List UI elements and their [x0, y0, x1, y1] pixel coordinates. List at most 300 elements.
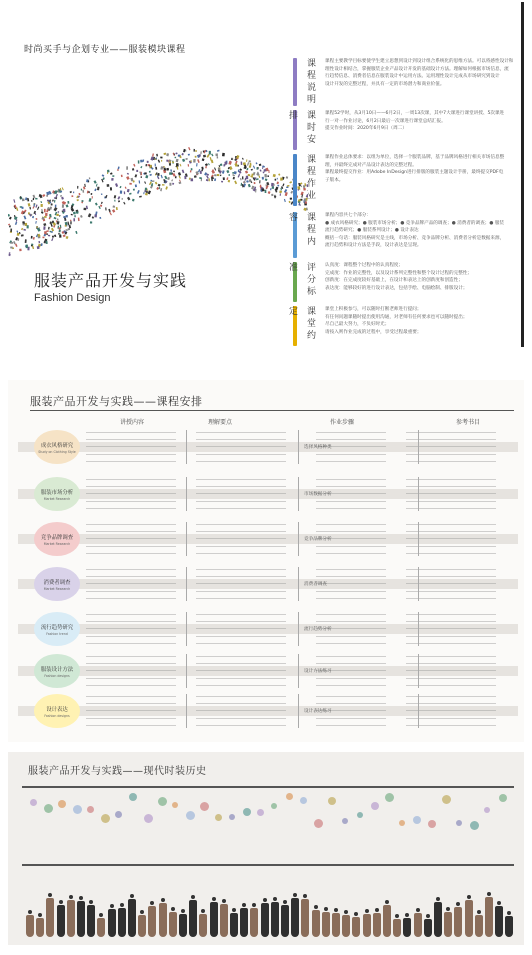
- fashion-figure: [67, 895, 75, 937]
- timeline-lower: [22, 864, 514, 866]
- figure-head: [436, 897, 440, 901]
- confetti-mark: [145, 188, 147, 191]
- figure-head: [334, 908, 338, 912]
- section-color-bar: [293, 154, 297, 206]
- course-header: 时尚买手与企划专业——服装模块课程: [24, 45, 186, 55]
- detail-line: [86, 678, 176, 679]
- schedule-row: [18, 565, 518, 605]
- confetti-mark: [152, 153, 154, 156]
- course-sections: [287, 58, 524, 347]
- confetti-mark: [143, 192, 144, 194]
- section-course-description: [290, 58, 524, 106]
- confetti-mark: [202, 158, 205, 161]
- confetti-mark: [43, 223, 46, 226]
- detail-line: [406, 628, 496, 629]
- confetti-mark: [164, 176, 167, 180]
- confetti-mark: [188, 147, 190, 150]
- designer-portrait: [484, 807, 490, 813]
- detail-line: [316, 508, 386, 509]
- confetti-mark: [67, 201, 69, 204]
- figure-dress: [169, 912, 177, 937]
- detail-line: [196, 636, 286, 637]
- confetti-mark: [245, 170, 248, 173]
- fashion-figure: [138, 910, 146, 937]
- detail-line: [316, 718, 386, 719]
- confetti-mark: [62, 187, 64, 190]
- confetti-mark: [52, 236, 54, 238]
- confetti-mark: [114, 200, 115, 202]
- assignment-step: 市场数据分析: [304, 492, 332, 497]
- designer-portrait: [271, 803, 277, 809]
- confetti-mark: [16, 230, 18, 232]
- section-schedule: [287, 110, 524, 150]
- section-line: 理，并最终完成对产品设计表达的完整过程。: [325, 162, 417, 168]
- figure-dress: [46, 898, 54, 937]
- section-heading: 课时安排: [287, 110, 315, 146]
- confetti-mark: [107, 184, 110, 187]
- confetti-mark: [246, 180, 249, 183]
- detail-line: [316, 663, 386, 664]
- designer-portrait: [129, 793, 137, 801]
- confetti-mark: [222, 153, 225, 157]
- confetti-mark: [54, 207, 58, 211]
- confetti-mark: [92, 196, 93, 198]
- column-divider: [186, 694, 187, 728]
- confetti-mark: [194, 149, 195, 152]
- confetti-mark: [61, 197, 64, 200]
- confetti-mark: [71, 214, 73, 216]
- section-body: [325, 110, 524, 150]
- detail-line: [406, 446, 496, 447]
- confetti-mark: [137, 190, 140, 194]
- designer-portrait: [101, 814, 110, 823]
- confetti-mark: [46, 195, 48, 197]
- course-title: 服装产品开发与实践: [34, 271, 188, 290]
- section-heading: 课程内容: [287, 212, 315, 248]
- fashion-figure: [189, 895, 197, 937]
- title-divider: [30, 410, 514, 411]
- confetti-mark: [141, 176, 142, 178]
- confetti-mark: [272, 186, 274, 189]
- confetti-mark: [205, 163, 208, 166]
- section-color-bar: [293, 58, 297, 106]
- confetti-mark: [144, 181, 146, 184]
- timeline-upper: [22, 786, 514, 788]
- detail-line: [196, 621, 286, 622]
- confetti-mark: [156, 154, 158, 157]
- figure-dress: [301, 899, 309, 937]
- detail-line: [86, 725, 176, 726]
- figure-head: [110, 904, 114, 908]
- detail-line: [196, 501, 286, 502]
- detail-line: [406, 678, 496, 679]
- confetti-mark: [246, 159, 247, 162]
- confetti-mark: [13, 199, 15, 203]
- fashion-figure: [373, 908, 381, 937]
- confetti-mark: [219, 165, 221, 167]
- fashion-figure: [179, 909, 187, 937]
- confetti-mark: [81, 189, 82, 191]
- detail-line: [406, 546, 496, 547]
- figure-head: [140, 910, 144, 914]
- assignment-step: 设计方法练习: [304, 669, 332, 674]
- confetti-mark: [265, 190, 267, 193]
- confetti-mark: [42, 194, 45, 197]
- detail-line: [406, 439, 496, 440]
- confetti-mark: [178, 155, 180, 157]
- designer-portrait: [300, 797, 307, 804]
- confetti-mark: [101, 202, 103, 204]
- figure-head: [161, 898, 165, 902]
- confetti-mark: [66, 236, 69, 239]
- confetti-mark: [191, 178, 194, 181]
- confetti-mark: [10, 229, 12, 232]
- confetti-mark: [52, 199, 54, 201]
- confetti-mark: [27, 198, 29, 201]
- section-line: 流行趋势研究；● 服装系列设计；● 设计表达: [325, 228, 419, 234]
- detail-line: [196, 643, 286, 644]
- detail-line: [86, 461, 176, 462]
- figure-dress: [67, 900, 75, 937]
- figure-dress: [179, 914, 187, 937]
- confetti-mark: [226, 177, 228, 180]
- detail-line: [406, 486, 496, 487]
- confetti-mark: [9, 225, 11, 227]
- detail-line: [196, 569, 286, 570]
- confetti-mark: [277, 185, 279, 187]
- detail-line: [406, 670, 496, 671]
- confetti-mark: [66, 229, 68, 231]
- fashion-figure: [148, 901, 156, 937]
- confetti-mark: [77, 186, 78, 189]
- confetti-mark: [246, 176, 248, 179]
- fashion-figure: [271, 897, 279, 937]
- confetti-mark: [70, 219, 72, 221]
- confetti-mark: [48, 227, 50, 230]
- confetti-mark: [262, 177, 264, 180]
- detail-line: [86, 685, 176, 686]
- figure-head: [416, 908, 420, 912]
- confetti-mark: [73, 212, 76, 215]
- detail-line: [406, 591, 496, 592]
- confetti-mark: [228, 161, 231, 165]
- detail-line: [316, 531, 386, 532]
- confetti-mark: [242, 184, 244, 188]
- section-body: [325, 306, 524, 346]
- confetti-mark: [200, 171, 202, 174]
- detail-line: [86, 598, 176, 599]
- topic-label-en: Market Research: [43, 496, 71, 501]
- confetti-mark: [71, 195, 73, 197]
- detail-line: [86, 432, 176, 433]
- figure-dress: [118, 908, 126, 937]
- confetti-mark: [37, 246, 40, 249]
- confetti-mark: [201, 167, 203, 170]
- detail-line: [196, 598, 286, 599]
- confetti-mark: [44, 209, 46, 212]
- figure-dress: [199, 914, 207, 937]
- detail-line: [196, 461, 286, 462]
- section-body: [325, 262, 524, 302]
- figure-head: [38, 913, 42, 917]
- topic-label: 流行趋势研究: [40, 624, 74, 631]
- column-divider: [418, 567, 419, 601]
- confetti-mark: [278, 173, 280, 175]
- fashion-figure: [26, 910, 34, 937]
- designer-portrait: [428, 820, 436, 828]
- confetti-mark: [217, 150, 220, 152]
- detail-line: [86, 508, 176, 509]
- confetti-mark: [31, 236, 33, 239]
- detail-line: [86, 696, 176, 697]
- fashion-figure: [159, 898, 167, 937]
- confetti-mark: [40, 243, 42, 246]
- designer-portrait: [470, 821, 479, 830]
- confetti-mark: [121, 175, 123, 178]
- detail-line: [196, 486, 286, 487]
- confetti-mark: [203, 155, 206, 158]
- detail-line: [196, 583, 286, 584]
- confetti-mark: [32, 216, 34, 218]
- confetti-mark: [102, 174, 105, 177]
- confetti-mark: [28, 203, 31, 207]
- figure-dress: [108, 909, 116, 937]
- section-line: 行趋势信息、消费者信息在服装设计中运用方法。运用理性设计完成从市场研究到设计: [325, 74, 500, 80]
- section-rules: [287, 306, 524, 346]
- confetti-mark: [282, 183, 284, 186]
- figure-dress: [250, 908, 258, 937]
- confetti-mark: [223, 177, 225, 180]
- confetti-mark: [205, 166, 207, 168]
- figure-dress: [495, 906, 503, 937]
- figure-dress: [271, 902, 279, 937]
- detail-line: [86, 439, 176, 440]
- confetti-mark: [120, 191, 122, 194]
- fashion-figure: [291, 893, 299, 937]
- detail-line: [196, 710, 286, 711]
- figure-dress: [485, 897, 493, 937]
- figure-dress: [454, 907, 462, 937]
- confetti-mark: [131, 178, 134, 182]
- confetti-mark: [195, 150, 197, 152]
- row-band: [18, 442, 518, 452]
- confetti-mark: [135, 184, 137, 187]
- detail-line: [86, 501, 176, 502]
- confetti-mark: [176, 163, 179, 167]
- assignment-step: 选择风格种类: [304, 445, 332, 450]
- confetti-mark: [88, 181, 89, 183]
- confetti-mark: [133, 188, 135, 190]
- detail-line: [316, 685, 386, 686]
- detail-line: [86, 479, 176, 480]
- figure-dress: [444, 912, 452, 937]
- figure-head: [293, 893, 297, 897]
- confetti-mark: [155, 164, 156, 167]
- confetti-mark: [215, 153, 218, 156]
- designer-portrait: [499, 794, 507, 802]
- fashion-figure: [128, 894, 136, 937]
- confetti-mark: [234, 171, 237, 174]
- confetti-mark: [175, 176, 177, 178]
- section-heading: 评分标准: [287, 262, 315, 298]
- confetti-mark: [239, 168, 242, 170]
- confetti-mark: [173, 170, 175, 172]
- row-band: [18, 706, 518, 716]
- confetti-mark: [127, 173, 129, 175]
- detail-line: [316, 656, 386, 657]
- confetti-mark: [25, 197, 27, 200]
- figure-head: [252, 903, 256, 907]
- assignment-step: 设计表达练习: [304, 709, 332, 714]
- topic-label-en: Market Research: [43, 541, 71, 546]
- row-band: [18, 624, 518, 634]
- confetti-mark: [108, 209, 110, 212]
- column-divider: [298, 567, 299, 601]
- assignment-step: 流行趋势分析: [304, 627, 332, 632]
- fashion-figure: [312, 905, 320, 937]
- topic-label-en: Fashion designs: [44, 673, 70, 678]
- confetti-mark: [68, 228, 70, 230]
- confetti-mark: [87, 191, 89, 194]
- detail-line: [316, 678, 386, 679]
- detail-line: [86, 553, 176, 554]
- confetti-mark: [59, 235, 61, 238]
- detail-line: [406, 501, 496, 502]
- designer-portrait: [158, 797, 167, 806]
- confetti-mark: [255, 177, 257, 179]
- detail-line: [316, 432, 386, 433]
- confetti-mark: [129, 183, 132, 185]
- fashion-figure: [199, 909, 207, 937]
- confetti-mark: [222, 170, 225, 173]
- detail-line: [406, 725, 496, 726]
- confetti-mark: [57, 218, 59, 220]
- figure-head: [324, 907, 328, 911]
- confetti-mark: [147, 161, 149, 163]
- confetti-mark: [155, 167, 157, 170]
- fashion-figure: [383, 900, 391, 937]
- detail-line: [406, 614, 496, 615]
- confetti-mark: [110, 187, 112, 190]
- figure-dress: [424, 919, 432, 937]
- confetti-mark: [48, 209, 50, 211]
- detail-line: [406, 531, 496, 532]
- confetti-mark: [37, 207, 39, 210]
- confetti-mark: [75, 231, 77, 234]
- confetti-mark: [32, 246, 34, 250]
- figure-dress: [373, 913, 381, 937]
- confetti-mark: [125, 187, 127, 189]
- column-divider: [186, 522, 187, 556]
- confetti-mark: [277, 182, 279, 185]
- column-divider: [298, 430, 299, 464]
- confetti-mark: [116, 207, 118, 210]
- confetti-mark: [196, 163, 197, 166]
- confetti-mark: [242, 158, 244, 160]
- figure-head: [191, 895, 195, 899]
- confetti-mark: [257, 167, 258, 170]
- detail-line: [86, 614, 176, 615]
- section-body: [325, 212, 524, 258]
- fashion-figure: [261, 898, 269, 937]
- detail-line: [196, 446, 286, 447]
- confetti-mark: [51, 231, 52, 233]
- detail-line: [316, 553, 386, 554]
- designer-portrait: [371, 802, 379, 810]
- confetti-mark: [158, 173, 160, 176]
- designer-portrait: [215, 814, 222, 821]
- confetti-mark: [279, 190, 282, 193]
- confetti-mark: [33, 198, 35, 200]
- detail-line: [86, 454, 176, 455]
- confetti-mark: [21, 228, 23, 230]
- confetti-mark: [182, 169, 185, 173]
- detail-line: [86, 524, 176, 525]
- confetti-mark: [228, 180, 231, 183]
- detail-line: [196, 678, 286, 679]
- confetti-mark: [179, 181, 182, 184]
- figure-dress: [363, 914, 371, 937]
- confetti-mark: [248, 184, 251, 188]
- confetti-mark: [200, 151, 201, 154]
- detail-line: [316, 636, 386, 637]
- detail-line: [196, 479, 286, 480]
- figure-head: [314, 905, 318, 909]
- figure-head: [79, 896, 83, 900]
- confetti-mark: [35, 204, 37, 207]
- confetti-mark: [95, 203, 98, 206]
- course-overview-panel: [8, 2, 524, 347]
- detail-line: [86, 576, 176, 577]
- detail-line: [406, 656, 496, 657]
- detail-line: [86, 703, 176, 704]
- confetti-mark: [268, 191, 271, 194]
- confetti-mark: [113, 205, 116, 207]
- confetti-mark: [179, 176, 181, 179]
- confetti-mark: [234, 180, 237, 184]
- figure-dress: [414, 913, 422, 937]
- confetti-mark: [184, 176, 186, 179]
- confetti-mark: [169, 172, 172, 175]
- decorative-stripe-pattern: [8, 127, 308, 277]
- figure-dress: [505, 916, 513, 937]
- detail-line: [196, 663, 286, 664]
- confetti-mark: [43, 226, 45, 230]
- designer-portrait: [30, 799, 37, 806]
- section-body: [325, 58, 524, 106]
- row-band: [18, 534, 518, 544]
- confetti-mark: [41, 204, 43, 207]
- fashion-figure: [465, 895, 473, 937]
- confetti-mark: [67, 221, 69, 225]
- confetti-mark: [208, 163, 210, 165]
- confetti-mark: [286, 187, 288, 188]
- detail-line: [406, 621, 496, 622]
- confetti-mark: [138, 160, 140, 163]
- detail-line: [316, 576, 386, 577]
- detail-line: [86, 656, 176, 657]
- confetti-mark: [92, 216, 94, 218]
- confetti-mark: [160, 188, 162, 191]
- confetti-mark: [155, 182, 158, 185]
- figure-dress: [189, 900, 197, 937]
- confetti-mark: [241, 161, 243, 164]
- designer-portrait: [456, 820, 462, 826]
- column-header-steps: 作业步骤: [330, 419, 355, 426]
- fashion-figure: [87, 900, 95, 937]
- confetti-mark: [267, 175, 269, 177]
- confetti-mark: [127, 197, 130, 201]
